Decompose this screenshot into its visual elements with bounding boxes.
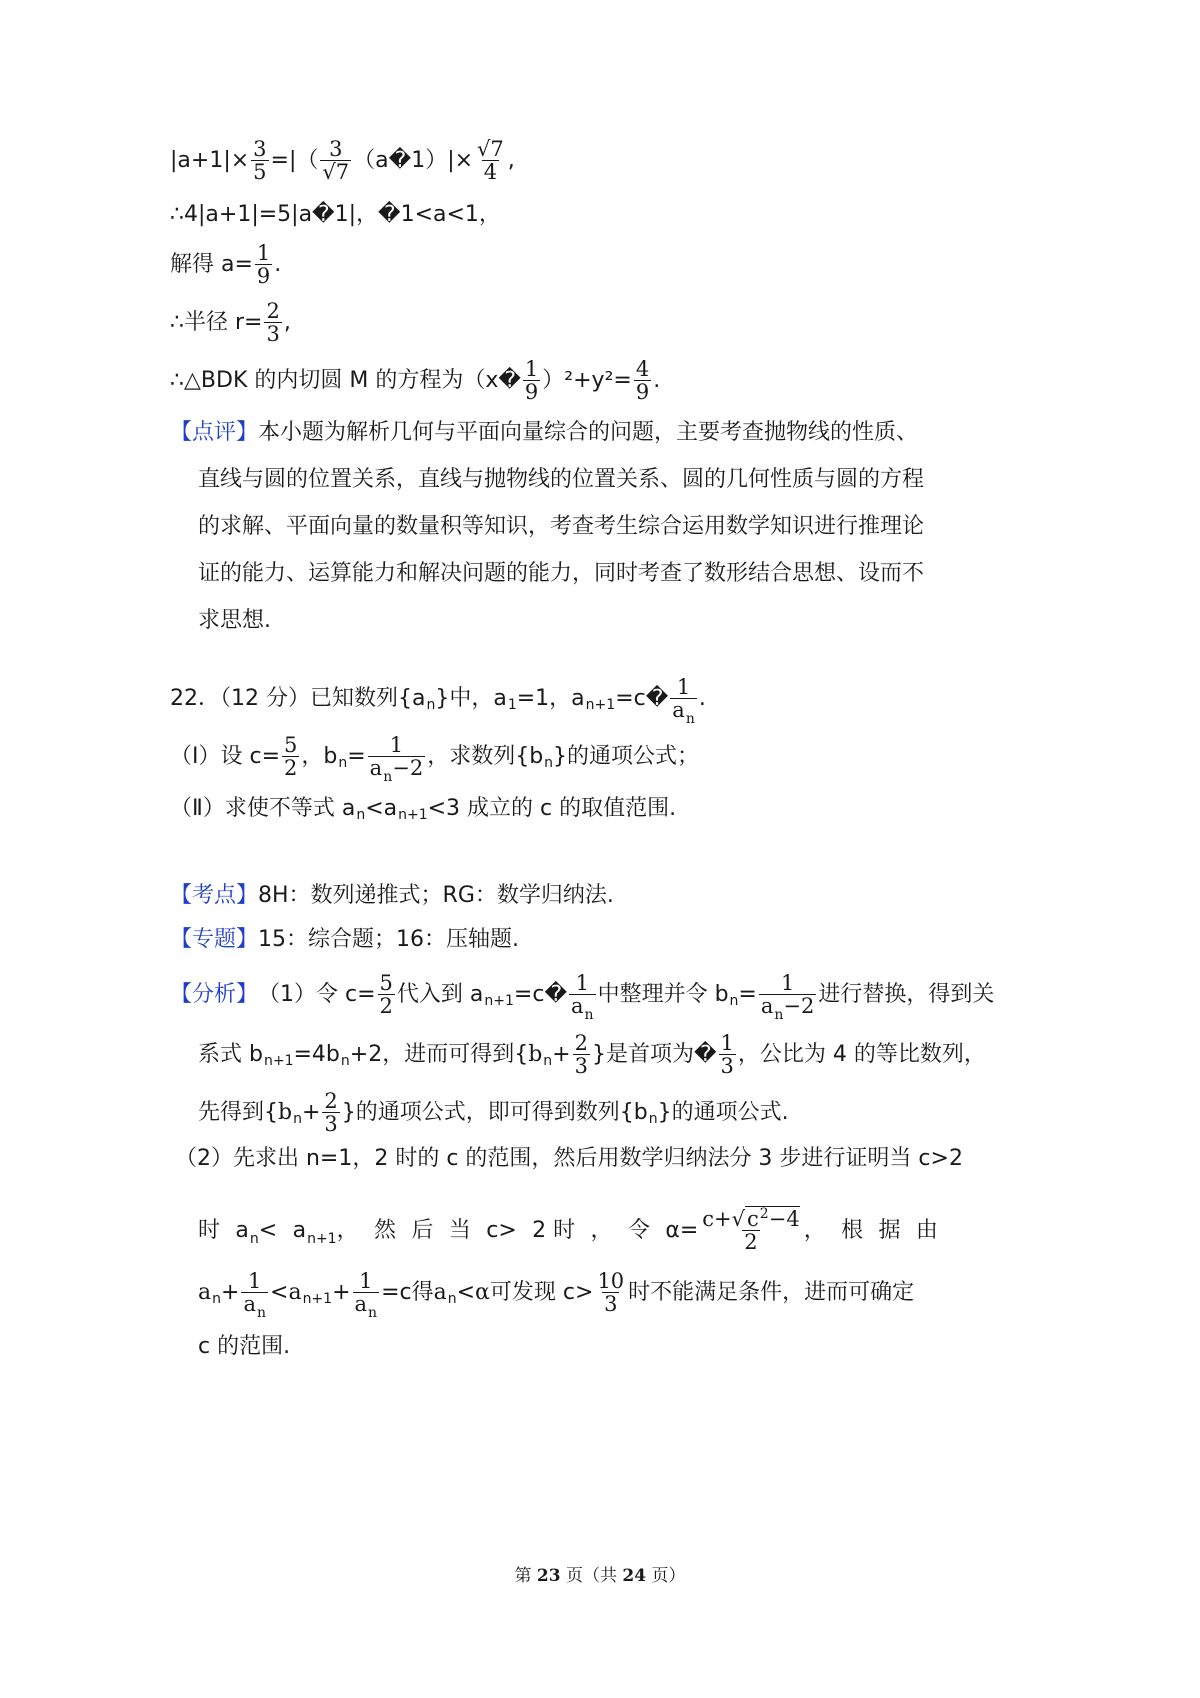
text: < [270,1279,289,1305]
text: α [475,1279,490,1305]
text: a [433,1279,447,1305]
text: 第 [514,1566,537,1586]
text: ， [803,1217,826,1243]
text: c+ [702,1207,732,1231]
text: , [283,309,291,335]
text: = [347,743,366,769]
subscript: n [544,754,554,771]
numerator: √7 [477,137,504,161]
zhuanti-tag: 【专题】 [170,927,259,952]
text: 根 [841,1217,864,1243]
numerator: 3 [329,137,343,161]
zhuanti-line [170,929,519,951]
subscript: n [356,807,366,823]
subscript: n [774,1007,784,1024]
denominator [353,1292,380,1322]
numerator: 1 [575,971,589,995]
subscript: n+1 [398,807,428,823]
fraction [700,1208,801,1253]
denominator: 3 [574,1054,588,1079]
subscript: n+1 [263,1052,294,1069]
subscript: n [648,1110,658,1127]
comment-section [170,409,950,644]
subscript: n [729,992,739,1009]
denominator: 9 [635,380,650,405]
text: . [653,367,661,393]
fenxi-line-5 [198,1208,938,1253]
text: c> [486,1217,517,1243]
denominator: 3 [324,1112,338,1137]
fraction [368,733,426,786]
numerator: 1 [720,1031,734,1055]
text: a [288,1279,302,1305]
text: ）²+y²= [542,367,632,393]
text: a [235,1217,249,1243]
text: a [571,994,584,1019]
text: 2 时 [532,1217,576,1243]
text: −2 [783,994,815,1019]
text: −4 [768,1207,800,1231]
fraction [282,734,299,779]
denominator: 2 [284,756,298,781]
text: 的求解、平面向量的数量积等知识，考查考生综合运用数学知识进行推理论 [198,514,925,539]
denominator: 2 [379,994,393,1019]
subscript: n [212,1290,221,1307]
fraction [719,1032,736,1077]
text: }是首项为� [591,1041,717,1067]
superscript: 2 [759,1206,769,1222]
fenxi-line-6 [198,1269,915,1322]
denominator [759,994,817,1024]
subscript: n [426,696,436,713]
subscript: n [293,1110,302,1127]
subscript: n [340,1052,350,1069]
denominator: √7 [322,160,350,185]
text: 先得到{ [198,1099,278,1125]
fenxi-tag: 【分析】 [170,981,259,1007]
subscript: n+1 [585,696,616,713]
text: =c� [513,981,568,1007]
text [292,1217,359,1247]
text: ，公比为 4 的等比数列， [737,1041,986,1067]
text [170,409,950,456]
text: a [243,1292,256,1317]
subscript: n [685,711,695,728]
fraction [523,358,540,403]
text: 时 [198,1217,221,1243]
text: 由 [915,1217,938,1243]
text: 证的能力、运算能力和解决问题的能力，同时考查了数形结合思想、设而不 [198,561,925,586]
subscript: n [249,1230,259,1247]
text: . [274,251,282,277]
text: ， [336,1217,359,1243]
subscript: n+1 [484,992,514,1009]
kaodian-tag: 【考点】 [170,883,259,908]
denominator: 5 [253,160,267,185]
numerator: 1 [524,357,539,381]
fraction [322,1090,339,1135]
text: + [332,1279,351,1305]
numerator: 5 [379,971,393,995]
text: a [354,1292,368,1317]
text: （Ⅱ）求使不等式 a [170,796,356,821]
text: =c� [615,685,669,711]
text: <3 成立的 c 的取值范围. [427,796,677,821]
denominator: 4 [483,160,498,185]
text [745,1206,800,1231]
fraction [634,358,651,403]
text: 中整理并令 b [597,981,729,1007]
numerator: $c+√c^2-4$ [702,1206,800,1231]
text: 可发现 c> [489,1279,594,1305]
denominator [569,994,596,1024]
text: 求思想. [198,608,271,633]
text: b [278,1099,293,1125]
subscript: n [447,1290,457,1307]
page-total: 24 [622,1566,647,1586]
fenxi-line-4 [175,1148,963,1170]
numerator: 1 [780,971,795,995]
denominator: 3 [604,1292,618,1317]
fraction [573,1032,590,1077]
numerator: 3 [253,137,267,161]
question-22-header [170,675,706,728]
denominator [670,698,697,728]
text: +2，进而可得到{ [349,1041,529,1067]
numerator: 2 [324,1089,338,1113]
denominator [368,756,426,786]
text: （2）先求出 n=1，2 时的 c 的范围，然后用数学归纳法分 3 步进行证明当 c>2 [175,1146,963,1171]
fraction [353,1269,380,1322]
text: =1，a [516,685,585,711]
equation-line-2 [170,204,501,226]
text: ∴4|a+1|=5|a�1|，�1<a<1， [170,202,501,227]
text: 直线与圆的位置关系，直线与抛物线的位置关系、圆的几何性质与圆的方程 [198,467,925,492]
text: 时不能满足条件，进而可确定 [628,1279,915,1305]
denominator: 2 [744,1230,758,1255]
numerator: 1 [256,241,271,265]
text: , [507,147,515,173]
text: c 的范围. [198,1334,291,1359]
text: }的通项公式，即可得到数列{b [341,1099,648,1125]
denominator [241,1292,268,1322]
text: }的通项公式. [657,1099,789,1125]
text: < [456,1279,476,1305]
subscript: n [256,1305,266,1322]
text: 15：综合题；16：压轴题. [258,927,519,952]
text: 页（共 [560,1566,623,1586]
denominator: 9 [524,380,539,405]
text: α= [665,1217,699,1243]
subscript: n [584,1007,594,1024]
text: . [698,685,706,711]
numerator: 1 [248,1269,262,1293]
text: < [258,1217,278,1243]
equation-line-4 [170,300,291,345]
numerator: 1 [359,1269,373,1293]
kaodian-line [170,885,614,907]
denominator: 3 [720,1054,734,1079]
fraction [595,1270,626,1315]
numerator: 2 [266,299,280,323]
text: 代入到 a [396,981,484,1007]
subscript: n+1 [302,1290,333,1307]
text: =c得 [381,1279,434,1305]
fraction [569,971,596,1024]
subscript: n [543,1052,553,1069]
text: （Ⅰ）设 c= [170,743,281,769]
text: |a+1|× [170,147,250,173]
text: ，求数列{b [427,743,544,769]
text: 8H：数列递推式；RG：数学归纳法. [258,883,614,908]
text: 当 [448,1217,471,1243]
text: （1）令 c= [258,981,376,1007]
text [665,1208,825,1253]
text: −2 [392,756,424,781]
numerator: 10 [597,1269,625,1293]
text: c [747,1207,759,1231]
fraction [264,300,281,345]
text: ∴△BDK 的内切圆 M 的方程为（x� [170,367,521,393]
text: 然 [374,1217,397,1243]
fraction [475,138,506,183]
equation-line-3 [170,242,281,287]
text: a [292,1217,307,1243]
text: 进行替换，得到关 [818,981,995,1007]
question-22-part-1 [170,733,700,786]
numerator: 4 [635,357,650,381]
text: 后 [411,1217,434,1243]
page-number: 23 [536,1566,561,1586]
question-22-part-2 [170,796,677,823]
text [235,1217,278,1247]
fraction [759,971,817,1024]
text: }中，a [435,685,507,711]
text: 本小题为解析几何与平面向量综合的问题，主要考查抛物线的性质、 [258,420,919,445]
text: a [198,1279,212,1305]
text: （a�1）|× [353,147,474,173]
subscript: n [368,1305,378,1322]
subscript: n+1 [307,1230,337,1247]
numerator: 1 [676,675,691,699]
fraction [255,242,272,287]
text: 22．（12 分）已知数列{a [170,685,426,711]
text: ∴半径 r= [170,309,263,335]
text: a [760,994,774,1019]
text: + [301,1099,321,1125]
numerator: 1 [389,733,404,757]
text: =|（ [270,147,319,173]
fraction [320,138,351,183]
comment-tag: 【点评】 [170,420,259,445]
text: = [738,981,757,1007]
fraction [378,972,395,1017]
text: b [528,1041,543,1067]
equation-line-5 [170,358,660,403]
text: 据 [878,1217,901,1243]
text: a [672,698,685,723]
text: 解得 a= [170,251,253,277]
fenxi-line-1 [170,971,995,1024]
denominator: 3 [266,322,280,347]
denominator: 9 [256,264,271,289]
subscript: n [383,769,393,786]
fenxi-line-3 [198,1090,789,1135]
fenxi-line-7 [198,1336,290,1358]
text: ，b [301,743,338,769]
fenxi-line-2 [198,1032,986,1077]
fraction [251,138,268,183]
subscript: 1 [507,696,517,713]
subscript: n [338,754,348,771]
text: + [552,1041,571,1067]
text: a [369,756,383,781]
equation-line-1 [170,138,515,183]
numerator: 5 [284,733,298,757]
text: 系式 b [198,1041,263,1067]
fraction [670,675,697,728]
text: <a [365,796,398,821]
fraction [241,1269,268,1322]
text: + [221,1279,240,1305]
text: 令 [627,1217,650,1243]
numerator: 2 [574,1031,588,1055]
text: 页） [646,1566,686,1586]
page-footer [0,1561,1200,1586]
text: }的通项公式； [553,743,700,769]
text: ， [590,1217,613,1243]
text: =4b [293,1041,340,1067]
